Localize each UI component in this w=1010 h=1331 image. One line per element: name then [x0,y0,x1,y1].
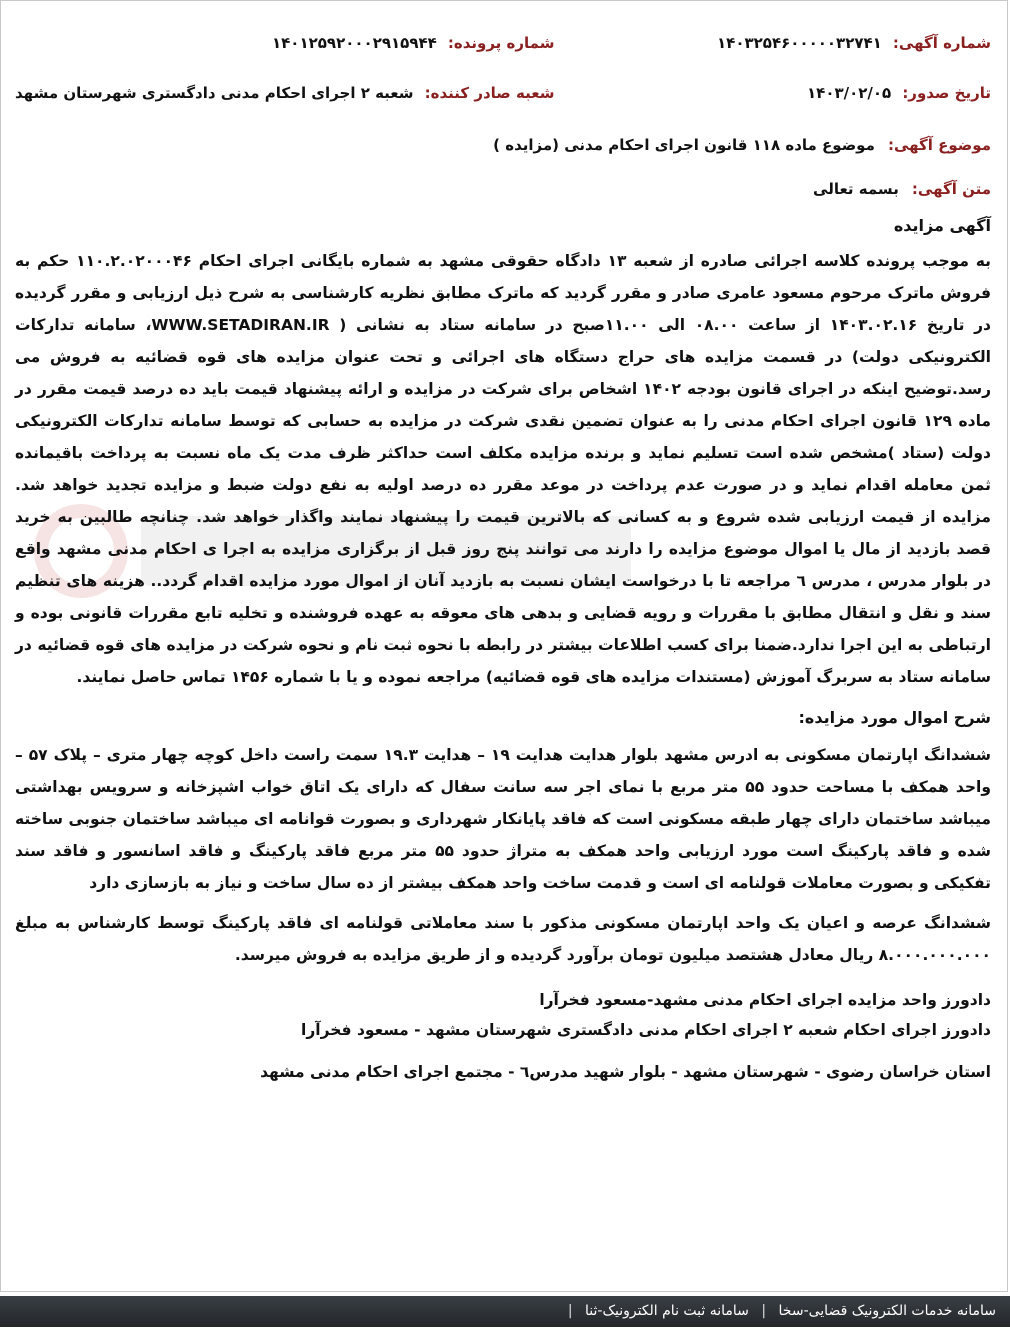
issuer [15,81,554,105]
footer-separator: | [761,1303,767,1319]
subject-label: موضوع آگهی: [887,136,991,154]
signature-line-2: دادورز اجرای احکام شعبه ۲ اجرای احکام مدنی دادگستری شهرستان مشهد - مسعود فخرآرا [301,1021,991,1039]
issue-date-label: تاریخ صدور: [902,84,991,102]
issuer-label: شعبه صادر کننده: [424,84,555,102]
footer-link-sana[interactable]: سامانه ثبت نام الکترونیک-ثنا [585,1303,749,1319]
ad-number-value: ۱۴۰۳۲۵۴۶۰۰۰۰۰۳۲۷۴۱ [717,34,882,52]
notice-text-line [15,177,991,201]
ad-number-label: شماره آگهی: [892,34,991,52]
file-number [15,31,554,55]
signatures [15,985,991,1045]
footer-bar [0,1296,1010,1327]
subject-value: موضوع ماده ۱۱۸ قانون اجرای احکام مدنی (مزایده ) [493,136,875,154]
address-line: استان خراسان رضوی - شهرستان مشهد - بلوار شهید مدرس٦ - مجتمع اجرای احکام مدنی مشهد [260,1063,991,1081]
main-paragraph: به موجب پرونده کلاسه اجرائی صادره از شعبه ۱۳ دادگاه حقوقی مشهد به شماره بایگانی اجرای احکام ۱۱۰.۲.۰۲۰۰۰۴۶ حکم به فروش ماترک مرحوم مسعود عامری صادر و مقرر گردید که ماترک مطابق نظریه کارشناسی به شرح ذیل ارزیابی و مقرر گردیده در تاریخ ۱۴۰۳.۰۲.۱۶ از ساعت ۰۸.۰۰ الی ۱۱.۰۰صبح در سامانه ستاد به نشانی ( WWW.SETADIRAN.IR، سامانه تدارکات الکترونیکی دولت) در قسمت مزایده های حراج دستگاه های اجرائی و تحت عنوان مزایده های قوه قضائیه به فروش می رسد.توضیح اینکه در اجرای قانون بودجه ۱۴۰۲ اشخاص برای شرکت در مزایده و ارائه پیشنهاد قیمت باید ده درصد قیمت مقرر در ماده ۱۲۹ قانون اجرای احکام مدنی را به عنوان تضمین نقدی شرکت در مزایده به حسابی که توسط سامانه تدارکات الکترونیکی دولت (ستاد )مشخص شده است تسلیم نماید و برنده مزایده مکلف است حداکثر ظرف مدت یک ماه نسبت به پرداخت باقیمانده ثمن معامله اقدام نماید و در صورت عدم پرداخت در موعد مقرر ده درصد اولیه به نفع دولت ضبط و مزایده تجدید خواهد شد. مزایده از قیمت ارزیابی شده شروع و به کسانی که بالاترین قیمت را پیشنهاد نمایند واگذار خواهد شد. چنانچه طالبین به خرید قصد بازدید از مال یا اموال موضوع مزایده را دارند می توانند پنج روز قبل از برگزاری مزایده به اجرا ی احکام مدنی مشهد واقع در بلوار مدرس ، مدرس ٦ مراجعه تا با درخواست ایشان نسبت به بازدید آنان از اموال مورد مزایده اقدام گردد.. هزینه های تنظیم سند و نقل و انتقال مطابق با مقررات و رویه قضایی و بدهی های معوقه به عهده فروشنده و تخلیه تابع مقررات قانونی بوده و ارتباطی به این اجرا ندارد.ضمنا برای کسب اطلاعات بیشتر در رابطه با نحوه ثبت نام و نحوه شرکت در مزایده های قوه قضائیه در سامانه ستاد به سربرگ آموزش (مستندات مزایده های قوه قضائیه) مراجعه نموده و یا با شماره ۱۴۵۶ تماس حاصل نمایند. [15,252,992,686]
ad-text-label: متن آگهی: [911,180,991,198]
notice-subject [15,133,991,157]
ad-text-value: بسمه تعالی [813,180,899,198]
auction-title: آگهی مزایده [893,216,991,235]
footer-separator-end: | [567,1303,573,1319]
address [15,1057,991,1087]
property-description-1: ششدانگ اپارتمان مسکونی به ادرس مشهد بلوار هدایت هدایت ۱۹ – هدایت ۱۹.۳ سمت راست داخل کوچه چهار متری – پلاک ۵۷ – واحد همکف با مساحت حدود ۵۵ متر مربع با نمای اجر سه سانت سفال که دارای یک اتاق خواب اشپزخانه و سرویس بهداشتی میباشد ساختمان دارای چهار طبقه مسکونی است که فاقد پایانکار شهرداری و بصورت قوانامه ای میباشد ساختمان جنوبی ساخته شده و فاقد پارکینگ است مورد ارزیابی واحد همکف به متراژ حدود ۵۵ متر مربع فاقد پارکینگ و فاقد اسانسور و فاقد سند تفکیکی و بصورت معاملات قولنامه ای است و قدمت ساخت واحد همکف بیشتر از ده سال ساخت و نیاز به بازسازی دارد [15,746,991,892]
notice-header [15,31,991,105]
signature-line-1: دادورز واحد مزایده اجرای احکام مدنی مشهد-مسعود فخرآرا [539,991,991,1009]
issuer-value: شعبه ۲ اجرای احکام مدنی دادگستری شهرستان مشهد [15,84,414,102]
property-title: شرح اموال مورد مزایده: [798,708,991,727]
file-number-value: ۱۴۰۱۲۵۹۲۰۰۰۲۹۱۵۹۴۴ [271,34,437,52]
issue-date [554,81,991,105]
ad-number [554,31,991,55]
notice-document [15,31,991,1291]
footer-link-sakha[interactable]: سامانه خدمات الکترونیک قضایی-سخا [778,1303,996,1319]
property-description-2: ششدانگ عرصه و اعیان یک واحد اپارتمان مسکونی مذکور با سند معاملاتی قولنامه ای فاقد پارکینگ توسط کارشناس به مبلغ ۸.۰۰۰.۰۰۰.۰۰۰ ریال معادل هشتصد میلیون تومان برآورد گردیده و از طریق مزایده به فروش میرسد. [15,914,991,964]
issue-date-value: ۱۴۰۳/۰۲/۰۵ [807,84,892,102]
file-number-label: شماره پرونده: [447,34,555,52]
